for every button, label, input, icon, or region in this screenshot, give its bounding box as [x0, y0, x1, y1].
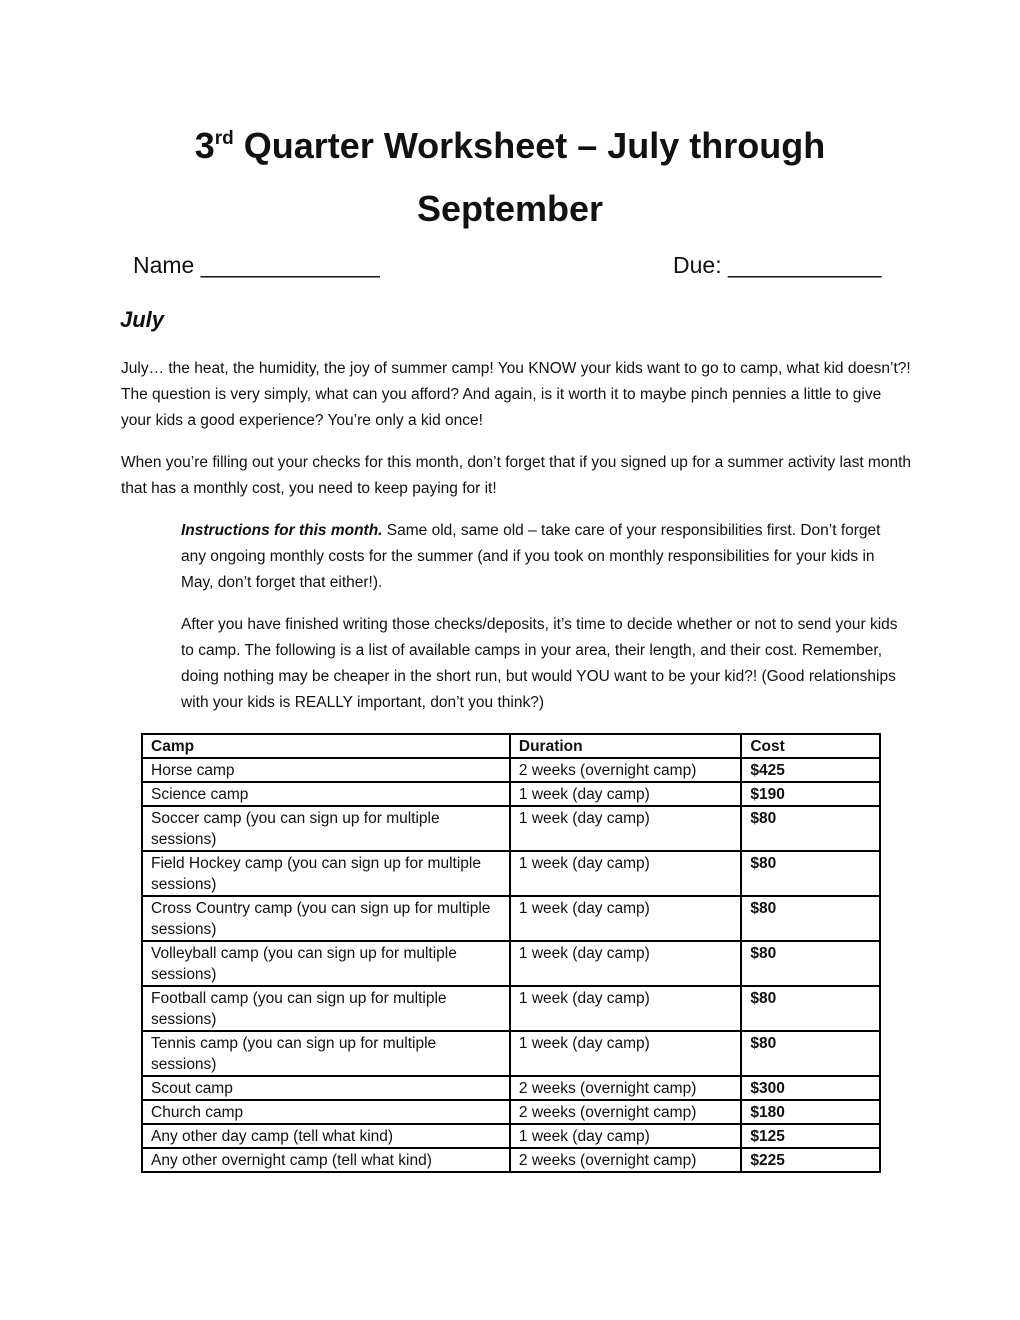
cell-camp: Scout camp	[142, 1076, 510, 1100]
camp-table	[141, 733, 881, 1173]
instructions-lead: Instructions for this month.	[181, 522, 383, 539]
cell-duration: 1 week (day camp)	[510, 1031, 741, 1076]
title-number: 3	[194, 125, 215, 166]
cell-camp: Church camp	[142, 1100, 510, 1124]
cell-camp: Field Hockey camp (you can sign up for multiple sessions)	[142, 851, 510, 896]
cell-duration: 2 weeks (overnight camp)	[510, 758, 741, 782]
title-superscript: rd	[214, 128, 234, 149]
cell-cost: $80	[741, 941, 880, 986]
header-duration: Duration	[510, 734, 741, 758]
cell-cost: $300	[741, 1076, 880, 1100]
cell-camp: Horse camp	[142, 758, 510, 782]
cell-camp: Cross Country camp (you can sign up for multiple sessions)	[142, 896, 510, 941]
cell-duration: 1 week (day camp)	[510, 1124, 741, 1148]
table-row	[142, 1031, 880, 1076]
cell-camp: Science camp	[142, 782, 510, 806]
due-field[interactable]: Due: ____________	[673, 252, 882, 278]
reminder-paragraph: When you’re filling out your checks for this month, don’t forget that if you signed up for a summer activity last month that has a monthly cost, you need to keep paying for it!	[121, 454, 912, 497]
cell-duration: 1 week (day camp)	[510, 986, 741, 1031]
cell-cost: $425	[741, 758, 880, 782]
cell-duration: 2 weeks (overnight camp)	[510, 1148, 741, 1172]
table-row	[142, 851, 880, 896]
instructions-paragraph	[181, 518, 906, 596]
instructions-body: Same old, same old – take care of your responsibilities first. Don’t forget any ongoing monthly costs for the summer (and if you took on monthly responsibilities for your kids in May, don’t forget that either!).	[181, 522, 881, 591]
cell-duration: 1 week (day camp)	[510, 896, 741, 941]
header-camp: Camp	[142, 734, 510, 758]
table-row	[142, 986, 880, 1031]
cell-duration: 2 weeks (overnight camp)	[510, 1076, 741, 1100]
cell-cost: $180	[741, 1100, 880, 1124]
intro-paragraph: July… the heat, the humidity, the joy of summer camp! You KNOW your kids want to go to camp, what kid doesn’t?! The question is very simply, what can you afford? And again, is it worth it to maybe pinch pennies a little to give your kids a good experience? You’re only a kid once!	[121, 360, 911, 429]
cell-camp: Volleyball camp (you can sign up for multiple sessions)	[142, 941, 510, 986]
section-heading-july: July	[120, 307, 165, 332]
table-body	[142, 758, 880, 1172]
page-title	[0, 118, 1020, 237]
cell-duration: 1 week (day camp)	[510, 806, 741, 851]
cell-camp: Football camp (you can sign up for multiple sessions)	[142, 986, 510, 1031]
table-row	[142, 896, 880, 941]
table-row	[142, 806, 880, 851]
table-row	[142, 758, 880, 782]
cell-cost: $80	[741, 896, 880, 941]
header-cost: Cost	[741, 734, 880, 758]
cell-duration: 1 week (day camp)	[510, 851, 741, 896]
table-header-row	[142, 734, 880, 758]
cell-duration: 1 week (day camp)	[510, 782, 741, 806]
name-field[interactable]: Name ______________	[133, 252, 380, 278]
title-line-2: September	[416, 188, 604, 229]
cell-cost: $80	[741, 851, 880, 896]
title-line-1	[0, 118, 1020, 181]
cell-cost: $125	[741, 1124, 880, 1148]
cell-duration: 1 week (day camp)	[510, 941, 741, 986]
camp-options-paragraph: After you have finished writing those checks/deposits, it’s time to decide whether or not to send your kids to camp. The following is a list of available camps in your area, their length, and their cost. Remember, doing nothing may be cheaper in the short run, but would YOU want to be your kid?! (Good relationships with your kids is REALLY important, don’t you think?)	[181, 616, 898, 711]
cell-cost: $80	[741, 1031, 880, 1076]
table-row	[142, 782, 880, 806]
table-row	[142, 1148, 880, 1172]
cell-duration: 2 weeks (overnight camp)	[510, 1100, 741, 1124]
cell-camp: Tennis camp (you can sign up for multiple sessions)	[142, 1031, 510, 1076]
cell-cost: $80	[741, 806, 880, 851]
cell-cost: $80	[741, 986, 880, 1031]
table-row	[142, 1100, 880, 1124]
title-line-1-text: Quarter Worksheet – July through	[233, 125, 826, 166]
cell-cost: $225	[741, 1148, 880, 1172]
table-row	[142, 941, 880, 986]
table-row	[142, 1124, 880, 1148]
table-row	[142, 1076, 880, 1100]
cell-camp: Any other day camp (tell what kind)	[142, 1124, 510, 1148]
cell-cost: $190	[741, 782, 880, 806]
cell-camp: Soccer camp (you can sign up for multiple sessions)	[142, 806, 510, 851]
cell-camp: Any other overnight camp (tell what kind)	[142, 1148, 510, 1172]
